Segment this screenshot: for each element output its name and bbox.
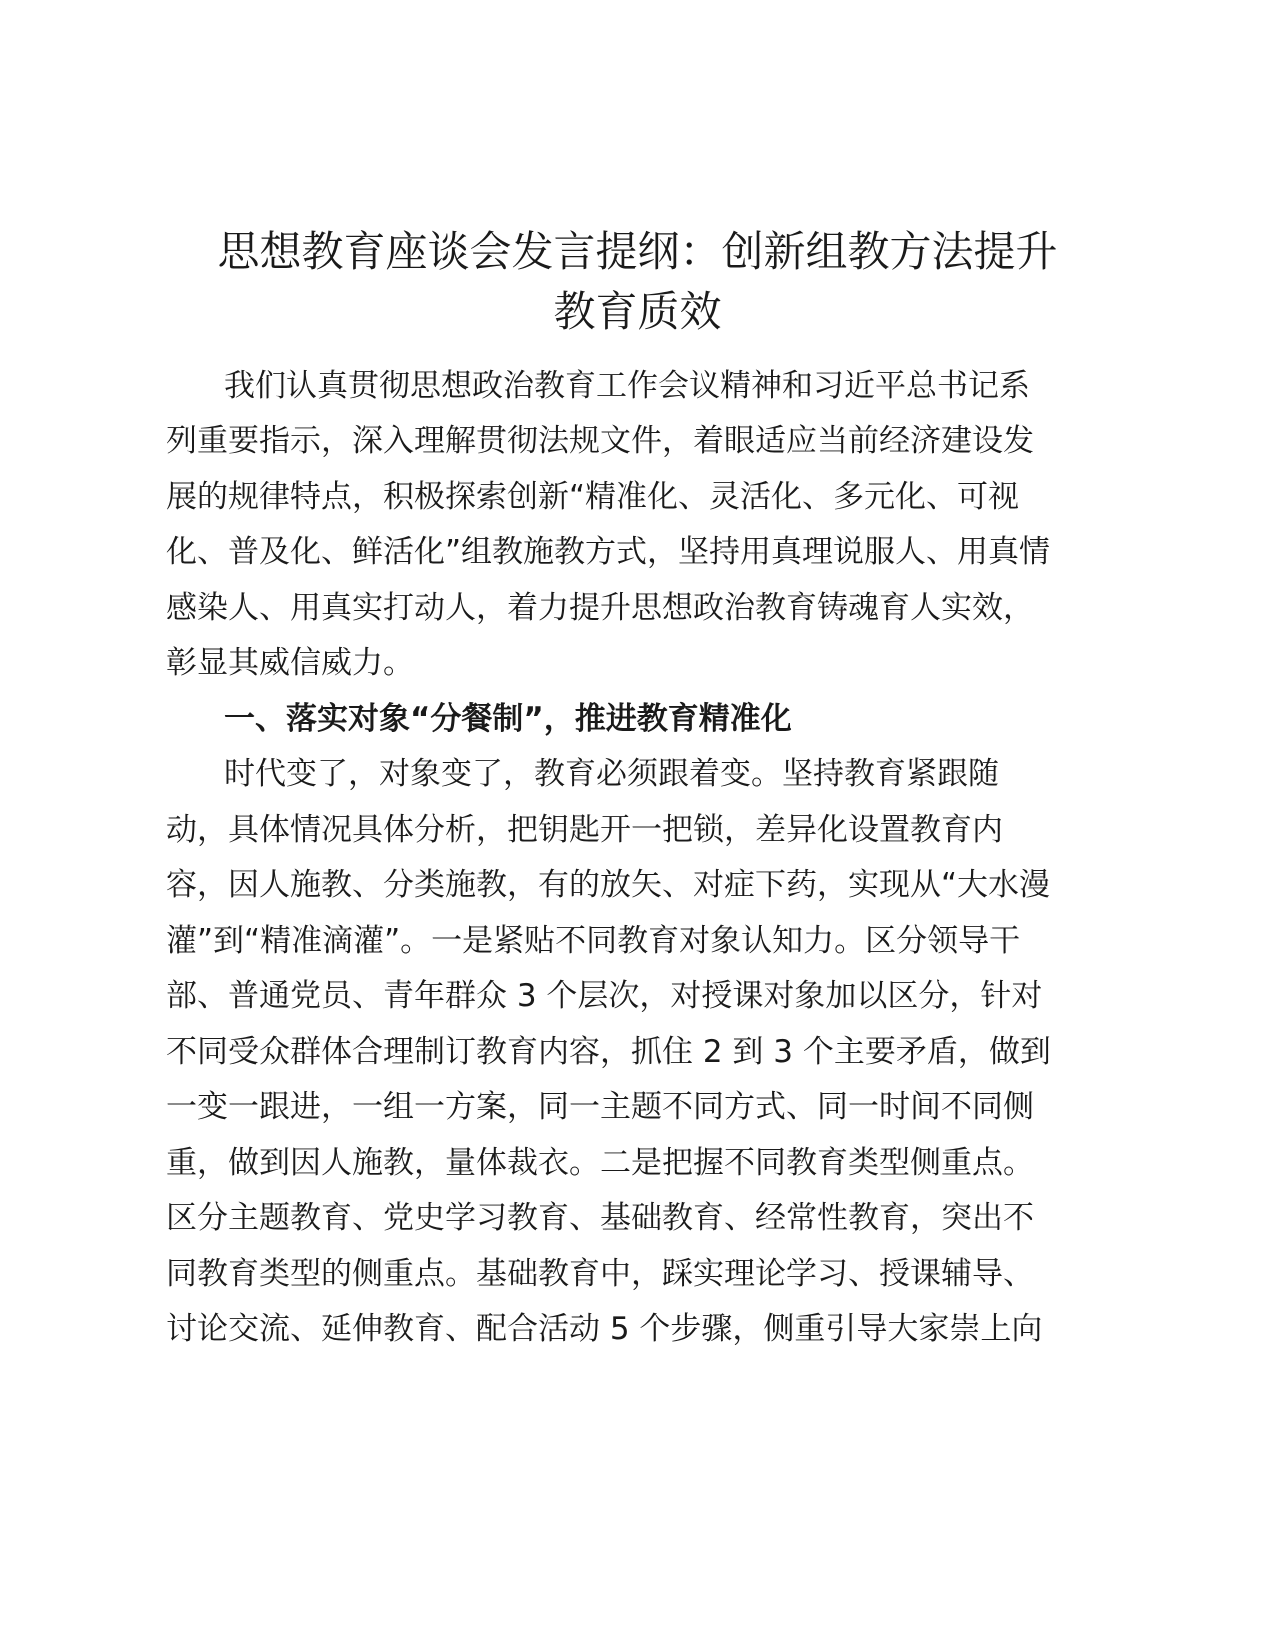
paragraph-line: 我们认真贯彻思想政治教育工作会议精神和习近平总书记系 [224,368,1030,404]
section-heading: 一、落实对象“分餐制”，推进教育精准化 [224,701,792,737]
paragraph-line: 化、普及化、鲜活化”组教施教方式，坚持用真理说服人、用真情 [166,534,1051,570]
paragraph-line: 感染人、用真实打动人，着力提升思想政治教育铸魂育人实效， [166,590,1034,626]
paragraph-line: 讨论交流、延伸教育、配合活动 5 个步骤，侧重引导大家崇上向 [166,1311,1043,1347]
paragraph-line: 彰显其威信威力。 [166,645,414,681]
paragraph-line: 展的规律特点，积极探索创新“精准化、灵活化、多元化、可视 [166,479,1020,515]
title-line: 思想教育座谈会发言提纲：创新组教方法提升 [217,227,1058,276]
paragraph-line: 区分主题教育、党史学习教育、基础教育、经常性教育，突出不 [166,1200,1034,1236]
paragraph-line: 灌”到“精准滴灌”。一是紧贴不同教育对象认知力。区分领导干 [166,923,1021,959]
paragraph-line: 同教育类型的侧重点。基础教育中，踩实理论学习、授课辅导、 [166,1256,1034,1292]
paragraph-line: 列重要指示，深入理解贯彻法规文件，着眼适应当前经济建设发 [166,423,1034,459]
paragraph-line: 一变一跟进，一组一方案，同一主题不同方式、同一时间不同侧 [166,1089,1034,1125]
paragraph-line: 时代变了，对象变了，教育必须跟着变。坚持教育紧跟随 [224,756,999,792]
document-title [140,222,1135,342]
paragraph-line: 动，具体情况具体分析，把钥匙开一把锁，差异化设置教育内 [166,812,1003,848]
paragraph-line: 重，做到因人施教，量体裁衣。二是把握不同教育类型侧重点。 [166,1145,1034,1181]
title-line: 教育质效 [553,287,722,336]
paragraph-line: 容，因人施教、分类施教，有的放矢、对症下药，实现从“大水漫 [166,867,1051,903]
paragraph-line: 部、普通党员、青年群众 3 个层次，对授课对象加以区分，针对 [166,978,1043,1014]
paragraph-line: 不同受众群体合理制订教育内容，抓住 2 到 3 个主要矛盾，做到 [166,1034,1051,1070]
